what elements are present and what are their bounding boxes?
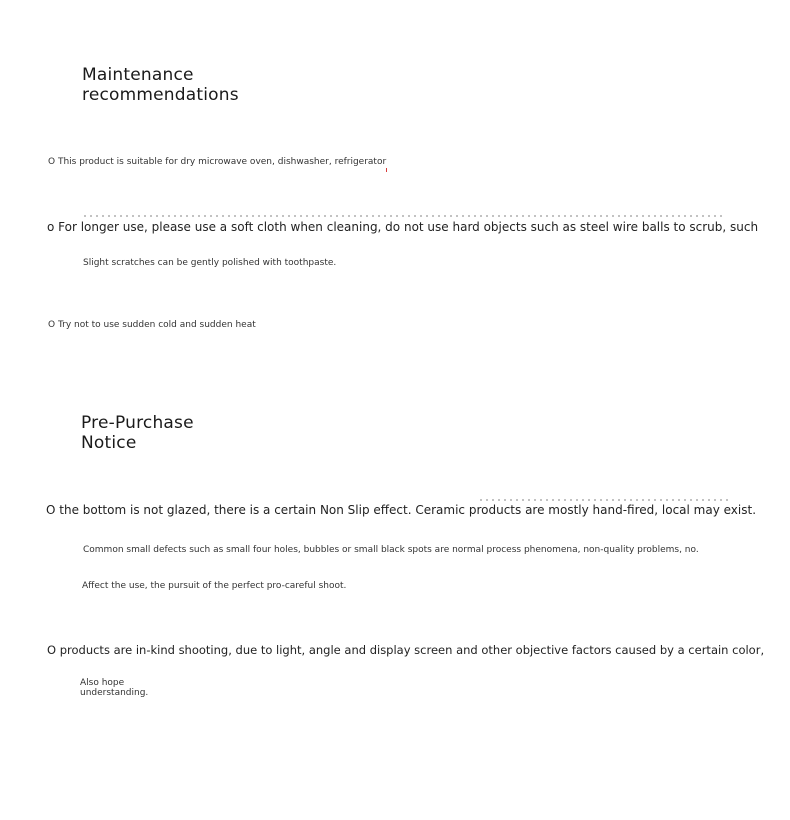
notice-note-line2: understanding. xyxy=(80,688,149,698)
maintenance-note-toothpaste: Slight scratches can be gently polished with toothpaste. xyxy=(83,258,337,268)
notice-note-usage: Affect the use, the pursuit of the perfect pro-careful shoot. xyxy=(82,581,347,591)
maintenance-heading-line1: Maintenance xyxy=(82,65,194,85)
maintenance-item-dry-use: O This product is suitable for dry microwave oven, dishwasher, refrigerator xyxy=(48,157,387,167)
cropped-text-line xyxy=(480,499,730,501)
notice-note-line1: Also hope xyxy=(80,678,125,688)
maintenance-item-soft-cloth: o For longer use, please use a soft cloth when cleaning, do not use hard objects such as steel wire balls to scrub, such xyxy=(47,220,759,234)
cropped-text-line xyxy=(84,215,726,217)
notice-heading-line1: Pre-Purchase xyxy=(81,413,194,433)
notice-note-understanding xyxy=(80,678,148,698)
notice-note-defects: Common small defects such as small four holes, bubbles or small black spots are normal process phenomena, non-quality problems, no. xyxy=(83,545,699,555)
notice-heading xyxy=(81,413,194,453)
maintenance-heading-line2: recommendations xyxy=(82,85,239,105)
maintenance-heading xyxy=(82,65,239,105)
red-mark xyxy=(386,168,387,172)
notice-item-color-difference: O products are in-kind shooting, due to light, angle and display screen and other objective factors caused by a certain color, xyxy=(47,643,765,657)
maintenance-item-temperature: O Try not to use sudden cold and sudden heat xyxy=(48,320,256,330)
notice-heading-line2: Notice xyxy=(81,433,137,453)
notice-item-bottom-unglazed: O the bottom is not glazed, there is a certain Non Slip effect. Ceramic products are mostly hand-fired, local may exist. xyxy=(46,503,757,517)
